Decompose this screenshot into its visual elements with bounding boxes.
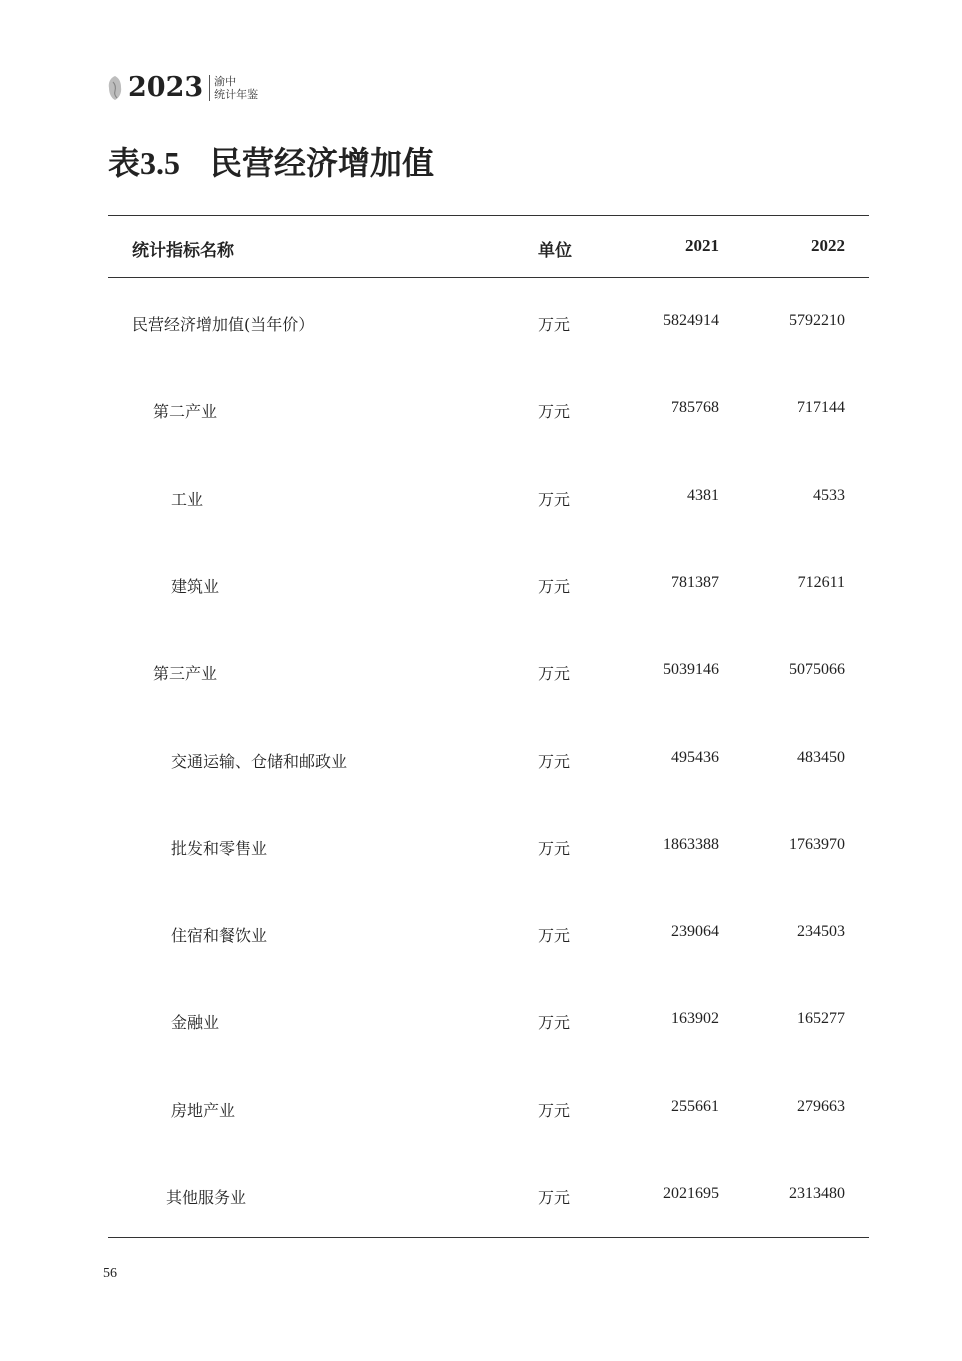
table-header-rule [108, 277, 869, 278]
page-header [106, 72, 258, 103]
row-unit-cell: 万元 [538, 1101, 571, 1120]
chongqing-logo-icon [106, 74, 124, 102]
row-value-2021: 785768 [671, 399, 719, 416]
row-name-cell: 住宿和餐饮业 [171, 926, 268, 945]
column-header-name: 统计指标名称 [132, 241, 234, 261]
table-row [108, 574, 869, 604]
row-unit-cell: 万元 [538, 577, 571, 596]
row-value-2021: 4381 [687, 487, 719, 504]
row-value-2022: 5075066 [789, 661, 845, 678]
row-name-cell: 建筑业 [171, 577, 220, 596]
row-value-2021: 255661 [671, 1098, 719, 1115]
row-value-2022: 4533 [813, 487, 845, 504]
column-header-2021: 2021 [685, 236, 719, 255]
row-value-2022: 279663 [797, 1098, 845, 1115]
table-row [108, 1098, 869, 1128]
table-row [108, 749, 869, 779]
row-unit-cell: 万元 [538, 664, 571, 683]
row-unit-cell: 万元 [538, 752, 571, 771]
row-value-2022: 5792210 [789, 312, 845, 329]
table-row [108, 661, 869, 691]
row-unit-cell: 万元 [538, 1188, 571, 1207]
row-name-cell: 其他服务业 [166, 1188, 247, 1207]
row-name-cell: 第二产业 [153, 402, 218, 421]
page-number: 56 [103, 1266, 117, 1281]
row-value-2021: 1863388 [663, 836, 719, 853]
column-header-2022: 2022 [811, 236, 845, 255]
yearbook-name [209, 75, 258, 101]
row-value-2021: 2021695 [663, 1185, 719, 1202]
row-unit-cell: 万元 [538, 839, 571, 858]
row-name-cell: 工业 [171, 490, 204, 509]
row-value-2021: 5039146 [663, 661, 719, 678]
yearbook-name-line2: 统计年鉴 [214, 87, 259, 101]
row-value-2021: 239064 [671, 923, 719, 940]
table-row [108, 923, 869, 953]
table-number: 表3.5 [108, 145, 181, 181]
row-value-2021: 781387 [671, 574, 719, 591]
table-row [108, 836, 869, 866]
table-bottom-rule [108, 1237, 869, 1238]
row-name-cell: 第三产业 [153, 664, 218, 683]
table-row [108, 312, 869, 342]
yearbook-year: 2023 [128, 72, 204, 103]
row-value-2022: 483450 [797, 749, 845, 766]
column-header-unit: 单位 [538, 241, 572, 261]
row-value-2021: 163902 [671, 1010, 719, 1027]
row-value-2022: 165277 [797, 1010, 845, 1027]
row-unit-cell: 万元 [538, 402, 571, 421]
yearbook-name-line1: 渝中 [214, 74, 237, 88]
row-name-cell: 民营经济增加值(当年价） [132, 315, 315, 334]
table-title-text: 民营经济增加值 [210, 144, 435, 182]
row-value-2022: 234503 [797, 923, 845, 940]
row-name-cell: 房地产业 [171, 1101, 236, 1120]
row-unit-cell: 万元 [538, 926, 571, 945]
row-unit-cell: 万元 [538, 490, 571, 509]
table-row [108, 1185, 869, 1215]
row-name-cell: 金融业 [171, 1013, 220, 1032]
row-value-2022: 2313480 [789, 1185, 845, 1202]
row-value-2021: 5824914 [663, 312, 719, 329]
table-row [108, 1010, 869, 1040]
row-name-cell: 交通运输、仓储和邮政业 [171, 752, 348, 771]
row-unit-cell: 万元 [538, 1013, 571, 1032]
row-value-2022: 712611 [797, 574, 845, 591]
table-header-row [108, 216, 869, 277]
table-row [108, 487, 869, 517]
row-value-2022: 717144 [797, 399, 845, 416]
table-title [108, 138, 434, 184]
row-unit-cell: 万元 [538, 315, 571, 334]
row-name-cell: 批发和零售业 [171, 839, 268, 858]
table-row [108, 399, 869, 429]
row-value-2022: 1763970 [789, 836, 845, 853]
row-value-2021: 495436 [671, 749, 719, 766]
